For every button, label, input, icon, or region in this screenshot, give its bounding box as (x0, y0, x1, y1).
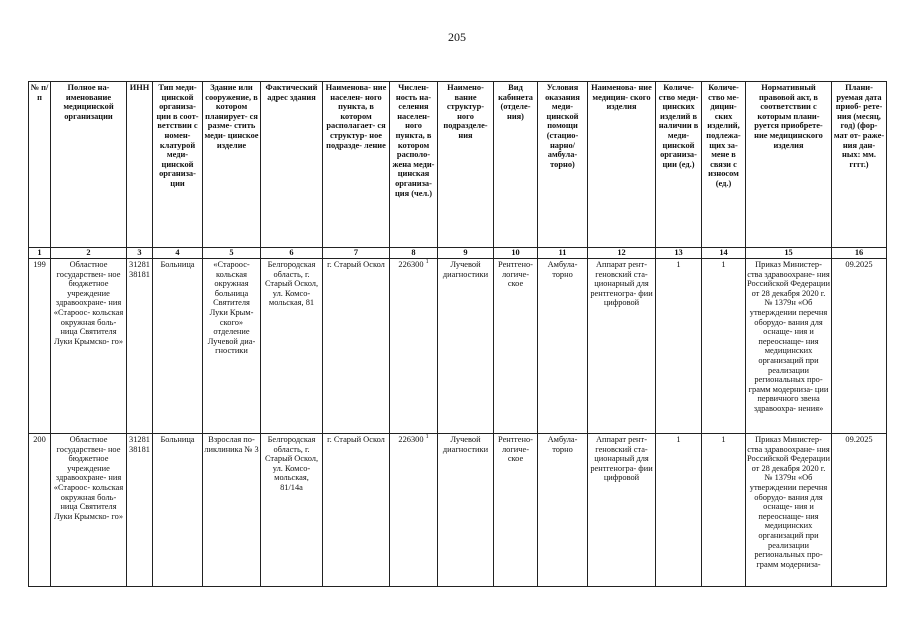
population-footnote: 1 (425, 434, 429, 441)
device: Аппарат рент- геновский ста- ционарный для рентгеногра- фии цифровой (588, 259, 656, 434)
inn: 31281 38181 (127, 259, 153, 434)
column-number: 12 (588, 248, 656, 259)
org-type: Больница (153, 434, 203, 587)
column-number: 13 (656, 248, 702, 259)
conditions: Амбула- торно (538, 259, 588, 434)
cabinet: Рентгено- логиче- ское (494, 434, 538, 587)
row-number: 200 (29, 434, 51, 587)
header-cell: Наименова- ние населен- ного пункта, в котором располагает- ся структур- ное подразде- ление (323, 82, 390, 248)
qty-replace: 1 (702, 434, 746, 587)
address: Белгородская область, г. Старый Оскол, ул. Комсо- мольская, 81 (261, 259, 323, 434)
org-name: Областное государствен- ное бюджетное учреждение здравоохране- ния «Староос- кольская окружная боль- ница Святителя Луки Крымско- го» (51, 259, 127, 434)
population (390, 259, 438, 434)
table-row (29, 259, 887, 434)
header-cell: Полное на- именование медицинской организации (51, 82, 127, 248)
column-number: 2 (51, 248, 127, 259)
population-value: 226300 (398, 260, 424, 269)
unit: Лучевой диагностики (438, 259, 494, 434)
purchase-date: 09.2025 (832, 259, 887, 434)
header-cell: Плани- руемая дата приоб- рете- ния (месяц, год) (фор- мат от- раже- ния дан- ных: мм. гггг.) (832, 82, 887, 248)
address: Белгородская область, г. Старый Оскол, ул. Комсо- мольская, 81/14а (261, 434, 323, 587)
row-number: 199 (29, 259, 51, 434)
column-number: 1 (29, 248, 51, 259)
column-number: 11 (538, 248, 588, 259)
equipment-table (28, 81, 887, 587)
column-number: 4 (153, 248, 203, 259)
header-cell: Вид кабинета (отделе- ния) (494, 82, 538, 248)
qty-available: 1 (656, 434, 702, 587)
conditions: Амбула- торно (538, 434, 588, 587)
header-cell: Количе- ство ме- дицин- ских изделий, подлежа- щих за- мене в связи с износом (ед.) (702, 82, 746, 248)
inn: 31281 38181 (127, 434, 153, 587)
header-cell: № п/п (29, 82, 51, 248)
qty-available: 1 (656, 259, 702, 434)
cabinet: Рентгено- логиче- ское (494, 259, 538, 434)
column-number: 8 (390, 248, 438, 259)
unit: Лучевой диагностики (438, 434, 494, 587)
table-row (29, 434, 887, 587)
column-number: 7 (323, 248, 390, 259)
org-name: Областное государствен- ное бюджетное учреждение здравоохране- ния «Староос- кольская окружная боль- ница Святителя Луки Крымско- го» (51, 434, 127, 587)
column-number: 9 (438, 248, 494, 259)
header-cell: Нормативный правовой акт, в соответствии с которым плани- руется приобрете- ние медицинского изделия (746, 82, 832, 248)
locality: г. Старый Оскол (323, 434, 390, 587)
header-cell: Числен- ность на- селения населен- ного пункта, в котором располо- жена меди- цинская организа- ция (чел.) (390, 82, 438, 248)
header-cell: Здание или сооружение, в котором планирует- ся размe- стить меди- цинское изделие (203, 82, 261, 248)
header-cell: Тип меди- цинской организа- ции в соот- ветствии с номен- клатурой меди- цинской организа- ции (153, 82, 203, 248)
building: Взрослая по- ликлиника № 3 (203, 434, 261, 587)
column-number: 14 (702, 248, 746, 259)
device: Аппарат рент- геновский ста- ционарный для рентгеногра- фии цифровой (588, 434, 656, 587)
column-number: 10 (494, 248, 538, 259)
page-number: 205 (448, 30, 466, 44)
population (390, 434, 438, 587)
column-number: 6 (261, 248, 323, 259)
header-row (29, 82, 887, 248)
building: «Староос- кольская окружная больница Святителя Луки Крым- ского» отделение Лучевой диа- гностики (203, 259, 261, 434)
population-value: 226300 (398, 435, 424, 444)
column-number: 15 (746, 248, 832, 259)
header-cell: Количе- ство меди- цинских изделий в наличии в меди- цинской организа- ции (ед.) (656, 82, 702, 248)
header-cell: Наименова- ние медицин- ского изделия (588, 82, 656, 248)
purchase-date: 09.2025 (832, 434, 887, 587)
locality: г. Старый Оскол (323, 259, 390, 434)
header-cell: ИНН (127, 82, 153, 248)
header-cell: Условия оказания меди- цинской помощи (стацио- нарно/ амбула- торно) (538, 82, 588, 248)
legal-act: Приказ Министер- ства здравоохране- ния Российской Федерации от 28 декабря 2020 г. № 1379н «Об утверждении перечня оборудо- вания для оснаще- ния и переоснаще- ния медицинских организаций при реализации региональных про- грамм модерниза- ции первичного звена здравоохра- нения» (746, 259, 832, 434)
column-number-row (29, 248, 887, 259)
org-type: Больница (153, 259, 203, 434)
legal-act: Приказ Министер- ства здравоохране- ния Российской Федерации от 28 декабря 2020 г. № 1379н «Об утверждении перечня оборудо- вания для оснаще- ния и переоснаще- ния медицинских организаций при реализации региональных про- грамм модерниза- (746, 434, 832, 587)
column-number: 16 (832, 248, 887, 259)
header-cell: Наимено- вание структур- ного подразделе- ния (438, 82, 494, 248)
column-number: 5 (203, 248, 261, 259)
qty-replace: 1 (702, 259, 746, 434)
column-number: 3 (127, 248, 153, 259)
header-cell: Фактический адрес здания (261, 82, 323, 248)
population-footnote: 1 (425, 259, 429, 266)
